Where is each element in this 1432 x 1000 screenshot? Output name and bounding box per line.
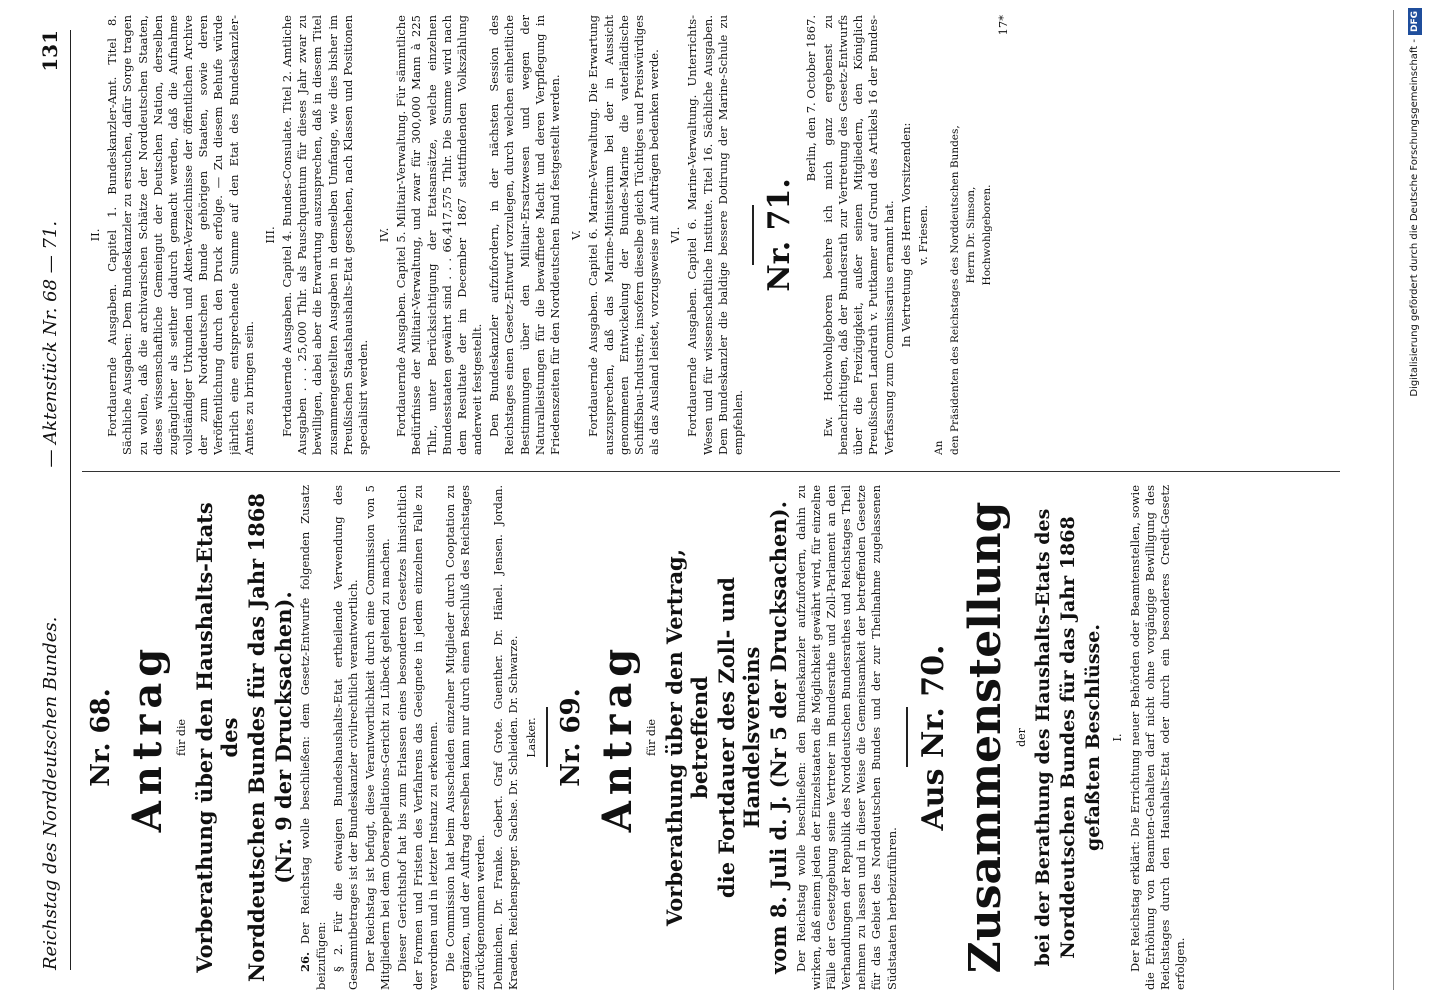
nr69-p1: Der Reichstag wolle beschließen: den Bundeskanzler aufzufordern, dahin zu wirken, daß einem jeden der Einzelstaaten die Möglichkeit gewährt wird, für einzelne Fälle der Gesetzgebung seine Vertreter im Bundesrathe und Zoll-Parlament an den Verhandlungen der Republik des Norddeutschen Bundesrathes und Reichstages Theil nehmen zu lassen und in dieser Weise die Gemeinsamkeit der betreffenden Gesetze für das Gebiet des Norddeutschen Bundes und der zur Theilnahme zugelassenen Südstaaten herbeizuführen.: [793, 485, 899, 990]
section-rule: [906, 708, 908, 768]
left-column: [82, 485, 1340, 990]
nr70-p1: Der Reichstag erklärt: Die Errichtung neuer Behörden oder Beamtenstellen, sowie die Erhöhung von Beamten-Gehalten darf nicht ohne vorgängige Bewilligung des Reichstages durch den Haushalts-Etat oder durch ein besonderes Credit-Gesetz erfolgen.: [1127, 485, 1188, 990]
nr70-subtitle-1: bei der Berathung des Haushalts-Etats des: [1031, 508, 1054, 967]
section-rule: [546, 708, 548, 768]
nr68-p3: Der Reichstag ist befugt, diese Verantwortlichkeit durch eine Commission von 5 Mitgliedern bei dem Oberappellations-Gericht zu Lübeck geltend zu machen.: [363, 485, 393, 990]
running-head-center: — Aktenstück Nr. 68 — 71.: [39, 220, 61, 468]
nr69-fuer-die: für die: [645, 719, 659, 756]
nr71-addressee-2: Herrn Dr. Simson,: [964, 186, 977, 284]
nr68-item-no: 26.: [298, 951, 313, 972]
nr70-p6: Fortdauernde Ausgaben. Capitel 6. Marine-Verwaltung. Unterrichts-Wesen und für wissenschaftliche Institute. Titel 16. Sächliche Ausgaben. Dem Bundeskanzler die baldige bessere Dotirung der Marine-Schule zu empfehlen.: [685, 15, 745, 455]
nr70-roman-5: V.: [569, 230, 584, 240]
nr68-title: Antrag: [124, 642, 172, 833]
right-column: [82, 15, 1340, 455]
nr70-title: Zusammenstellung: [960, 501, 1012, 974]
nr68-fuer-die: für die: [175, 719, 189, 756]
nr70-roman-2: II.: [88, 228, 102, 242]
nr68-signers: Dehmichen. Dr. Franke. Gebert. Graf Grote. Guenther. Dr. Hänel. Jensen. Jordan. Kraeden. Reichensperger. Sachse. Dr. Schleiden. Dr. Schwarze.: [492, 485, 520, 990]
nr71-p1: Ew. Hochwohlgeboren beehre ich mich ganz ergebenst zu benachrichtigen, daß der Bundesrath zur Vertretung des Gesetz-Entwurfs über die Freizügigkeit, außer seinen Mitgliedern, den Königlich Preußischen Landrath v. Puttkamer auf Grund des Artikels 16 der Bundes-Verfassung zum Commissarius ernannt hat.: [820, 15, 896, 455]
nr70-p5: Fortdauernde Ausgaben. Capitel 6. Marine-Verwaltung. Die Erwartung auszusprechen, daß das Marine-Ministerium bei der in Aussicht genommenen Entwickelung der Bundes-Marine die vaterländische Schiffsbau-Industrie, insofern dieselbe gleich Tüchtiges und Preiswürdiges als das Ausland leistet, vorzugsweise mit Aufträgen bedenken werde.: [586, 15, 662, 455]
nr68-p1: Der Reichstag wolle beschließen: dem Gesetz-Entwurfe folgenden Zusatz beizufügen:: [298, 485, 328, 990]
nr68-subtitle-3: (Nr. 9 der Drucksachen).: [271, 591, 297, 884]
nr70-number: Aus Nr. 70.: [915, 644, 951, 831]
nr68-subtitle-2: Norddeutschen Bundes für das Jahr 1868: [244, 493, 269, 982]
nr70-p4: Fortdauernde Ausgaben. Capitel 5. Militair-Verwaltung. Für sämmtliche Bedürfnisse der Militair-Verwaltung, und zwar für 300,000 Mann à 225 Thlr., unter Berücksichtigung der Etatsansätze, welche einzelnen Bundesstaaten gewährt sind . . . 66,417,575 Thlr. Die Summe wird nach dem Resultate der im December 1867 stattfindenden Volkszählung anderweit festgestellt.: [394, 15, 485, 455]
running-head-left: Reichstag des Norddeutschen Bundes.: [39, 616, 61, 970]
nr71-addressee-1: den Präsidenten des Reichstages des Norddeutschen Bundes,: [948, 125, 961, 455]
nr70-subtitle-2: Norddeutschen Bundes für das Jahr 1868: [1056, 516, 1079, 959]
nr70-p2: Fortdauernde Ausgaben. Capitel 1. Bundeskanzler-Amt. Titel 8. Sächliche Ausgaben: Dem Bundeskanzler zu ersuchen, dafür Sorge tragen zu wollen, daß die archivarischen Schätze der Norddeutschen Staaten, dieses wissenschaftliche Gemeingut der Deutschen Nation, derselben zugänglicher als seither dadurch gemacht werden, daß die Aufnahme vollständiger Urkunden und Akten-Verzeichnisse der öffentlichen Archive der zum Norddeutschen Bunde gehörigen Staaten, sowie deren Veröffentlichung durch den Druck erfolge. — Zu diesem Behufe würde jährlich eine entsprechende Summe auf den Etat des Bundeskanzler-Amtes zu bringen sein.: [105, 15, 256, 455]
page-header: [30, 30, 71, 970]
dfg-caption: [1404, 8, 1426, 993]
nr70-roman-3: III.: [262, 226, 277, 244]
nr70-roman-1: I.: [1110, 733, 1125, 742]
signature-mark: 17*: [996, 15, 1011, 36]
nr69-subtitle-1: Vorberathung über den Vertrag, betreffend: [661, 548, 712, 927]
scan-edge-line: [1393, 10, 1394, 990]
nr68-number: Nr. 68.: [86, 688, 116, 787]
nr71-number: Nr. 71.: [762, 178, 798, 292]
nr69-title: Antrag: [594, 642, 642, 833]
nr70-p4b: Den Bundeskanzler aufzufordern, in der nächsten Session des Reichstages einen Gesetz-Entwurf vorzulegen, durch welchen einheitliche Bestimmungen über den Militair-Ersatzwesen und wegen der Naturalleistungen für die bewaffnete Macht und deren Verpflegung in Friedenszeiten für den Norddeutschen Bund festgestellt werden.: [487, 15, 562, 455]
dfg-sidebar: [1404, 8, 1426, 993]
page-number: 131: [38, 30, 62, 72]
nr70-p3: Fortdauernde Ausgaben. Capitel 4. Bundes-Consulate. Titel 2. Amtliche Ausgaben . . . 25,000 Thlr. als Pauschquantum für dieses Jahr zwar zu bewilligen, dabei aber die Erwartung auszusprechen, daß in diesem Titel zusammengestellten Ausgaben in demselben Umfange, wie dies bisher im Preußischen Staatshaushalts-Etat geschehen, nach Klassen und Positionen specialisirt werden.: [280, 15, 370, 455]
nr68-p5: Die Commission hat beim Ausscheiden einzelner Mitglieder durch Cooptation zu ergänzen, und der Auftrag derselben kann nur durch einen Beschluß des Reichstages zurückgenommen werden.: [442, 485, 488, 990]
nr69-number: Nr. 69.: [555, 688, 586, 787]
column-divider: [82, 471, 1340, 472]
nr71-addressee-3: Hochwohlgeboren.: [980, 184, 993, 286]
nr71-in-vertretung: In Vertretung des Herrn Vorsitzenden:: [898, 122, 913, 348]
nr68-p4: Dieser Gerichtshof hat bis zum Erlassen eines besonderen Gesetzes hinsichtlich der Formen und Fristen des Verfahrens das Geeignete in jedem einzelnen Falle zu verordnen und in letzter Instanz zu erkennen.: [395, 485, 440, 990]
nr68-lasker: Lasker.: [525, 717, 539, 758]
nr68-p2: § 2. Für die etwaigen Bundeshaushalts-Etat ertheilende Verwendung des Gesammtbetrages ist der Bundeskanzler civilrechtlich verantwortlich.: [330, 485, 360, 990]
nr69-subtitle-3: vom 8. Juli d. J. (Nr 5 der Drucksachen).: [766, 501, 792, 974]
nr70-roman-6: VI.: [668, 226, 683, 244]
dfg-text: Digitalisierung gefördert durch die Deutsche Forschungsgemeinschaft -: [1409, 39, 1420, 397]
nr71-an: An: [933, 440, 946, 455]
nr68-subtitle-1: Vorberathung über den Haushalts-Etats des: [191, 502, 242, 973]
nr71-signer: v. Friesen.: [915, 204, 930, 266]
dfg-logo: DFG: [1408, 8, 1422, 35]
nr70-der: der: [1015, 728, 1029, 747]
nr70-subtitle-3: gefaßten Beschlüsse.: [1081, 624, 1104, 851]
nr69-subtitle-2: die Fortdauer des Zoll- und Handelsvereins: [713, 577, 765, 898]
section-rule: [752, 205, 754, 265]
nr71-dateline: Berlin, den 7. October 1867.: [803, 15, 818, 182]
nr70-roman-4: IV.: [377, 227, 392, 243]
